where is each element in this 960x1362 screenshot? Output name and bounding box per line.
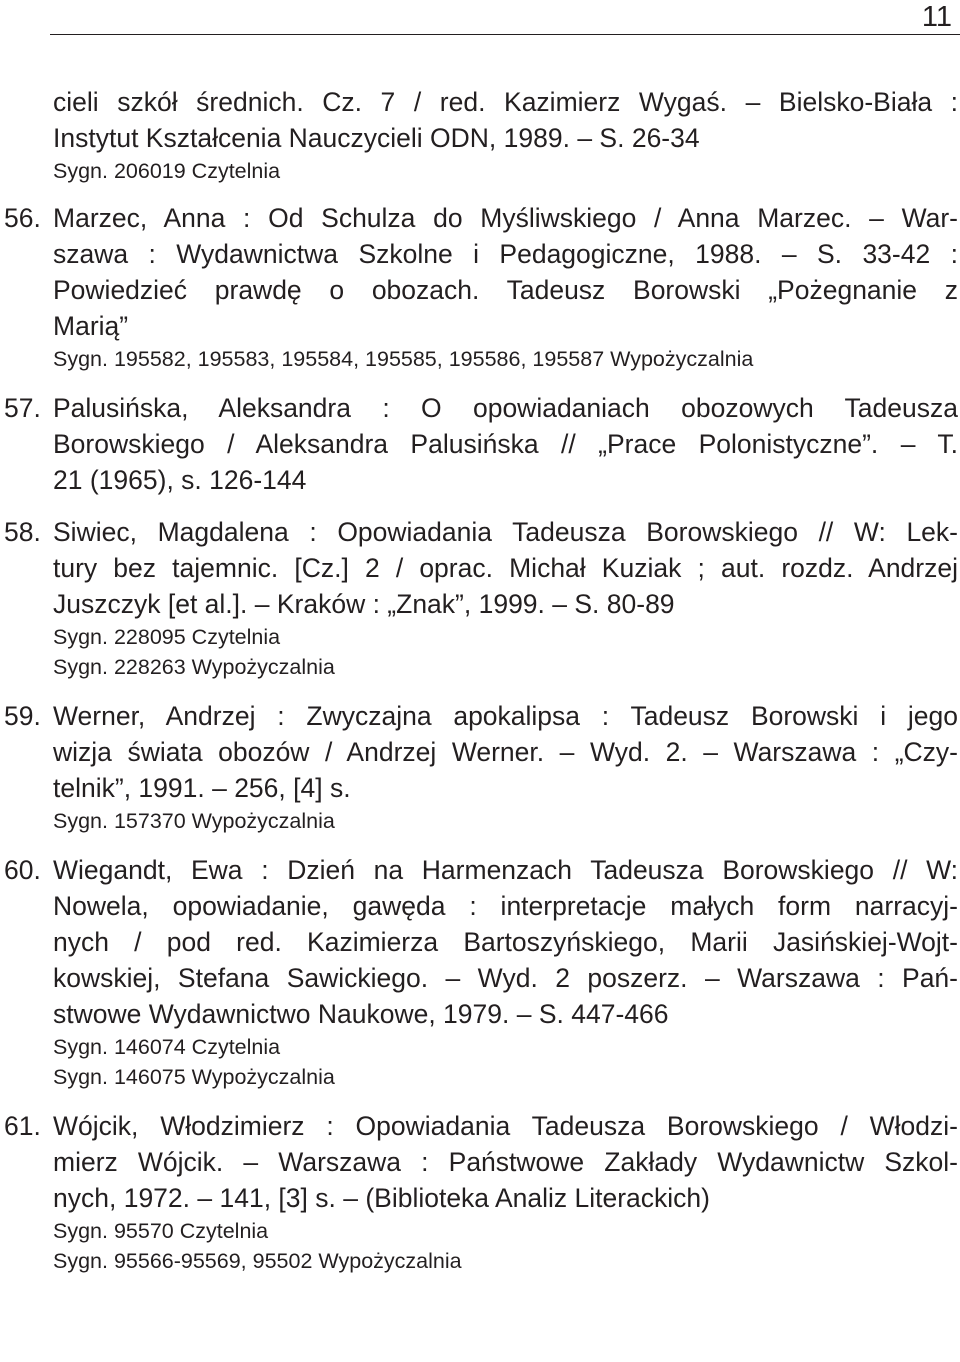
entry-text <box>4 1108 958 1216</box>
entry-line-text: nych, 1972. – 141, [3] s. – (Biblioteka Analiz Literackich) <box>53 1183 710 1213</box>
entry-line-text: Siwiec, Magdalena : Opowiadania Tadeusza Borowskiego // W: Lek- <box>53 517 958 547</box>
entry-line <box>53 120 958 156</box>
page-number: 11 <box>921 1 952 33</box>
signature-list <box>53 344 958 374</box>
entry-line <box>53 770 958 806</box>
entry-line-text: Wójcik, Włodzimierz : Opowiadania Tadeusza Borowskiego / Włodzi- <box>53 1111 958 1141</box>
entry-number: 57. <box>4 393 41 423</box>
entry-line-text: kowskiej, Stefana Sawickiego. – Wyd. 2 poszerz. – Warszawa : Pań- <box>53 963 958 993</box>
entry-line-text: Palusińska, Aleksandra : O opowiadaniach obozowych Tadeusza <box>53 393 958 423</box>
entry-line <box>4 852 958 888</box>
continuation-entry <box>53 84 958 186</box>
entry-line <box>4 200 958 236</box>
signature-list <box>53 1032 958 1092</box>
entry-line <box>53 426 958 462</box>
call-number: Sygn. 146074 Czytelnia <box>53 1035 281 1059</box>
call-number: Sygn. 95566-95569, 95502 Wypożyczalnia <box>53 1249 462 1273</box>
entry-line <box>53 924 958 960</box>
entry-line-text: Borowskiego / Aleksandra Palusińska // „Prace Polonistyczne”. – T. <box>53 429 958 459</box>
call-number: Sygn. 146075 Wypożyczalnia <box>53 1065 335 1089</box>
entry-line <box>4 1108 958 1144</box>
signature-list <box>53 1216 958 1276</box>
entry-line-text: tury bez tajemnic. [Cz.] 2 / oprac. Michał Kuziak ; aut. rozdz. Andrzej <box>53 553 958 583</box>
signature-list <box>53 806 958 836</box>
entry-line-text: Werner, Andrzej : Zwyczajna apokalipsa : Tadeusz Borowski i jego <box>53 701 958 731</box>
entry-line-text: 21 (1965), s. 126-144 <box>53 465 307 495</box>
signature-list <box>53 156 958 186</box>
entry-text <box>4 200 958 344</box>
entry-line-text: szawa : Wydawnictwa Szkolne i Pedagogiczne, 1988. – S. 33-42 : <box>53 239 958 269</box>
call-number: Sygn. 228263 Wypożyczalnia <box>53 655 335 679</box>
bibliography-entry <box>4 1108 958 1276</box>
entry-text <box>4 514 958 622</box>
entry-line-text: Juszczyk [et al.]. – Kraków : „Znak”, 1999. – S. 80-89 <box>53 589 675 619</box>
entry-line <box>53 272 958 308</box>
entry-line-text: Marią” <box>53 311 129 341</box>
bibliography-entry <box>4 852 958 1092</box>
entry-line-text: stwowe Wydawnictwo Naukowe, 1979. – S. 447-466 <box>53 999 669 1029</box>
bibliography-entry <box>4 514 958 682</box>
signature-list <box>53 622 958 682</box>
entry-text <box>4 390 958 498</box>
bibliography-entry <box>4 390 958 498</box>
entry-line <box>4 514 958 550</box>
call-number: Sygn. 206019 Czytelnia <box>53 159 281 183</box>
entry-line <box>53 734 958 770</box>
entry-line-text: cieli szkół średnich. Cz. 7 / red. Kazimierz Wygaś. – Bielsko-Biała : <box>53 87 958 117</box>
entry-line <box>53 84 958 120</box>
entry-line-text: Marzec, Anna : Od Schulza do Myśliwskiego / Anna Marzec. – War- <box>53 203 958 233</box>
call-number: Sygn. 95570 Czytelnia <box>53 1219 269 1243</box>
entry-line <box>53 236 958 272</box>
entry-line <box>53 308 958 344</box>
entry-line <box>53 1144 958 1180</box>
entry-text <box>4 852 958 1032</box>
entry-line <box>4 390 958 426</box>
entry-line-text: wizja świata obozów / Andrzej Werner. – Wyd. 2. – Warszawa : „Czy- <box>53 737 958 767</box>
entry-line <box>4 698 958 734</box>
call-number: Sygn. 228095 Czytelnia <box>53 625 281 649</box>
entry-number: 60. <box>4 855 41 885</box>
entry-number: 56. <box>4 203 41 233</box>
bibliography-entry <box>4 200 958 374</box>
entry-line <box>53 888 958 924</box>
entry-line-text: mierz Wójcik. – Warszawa : Państwowe Zakłady Wydawnictw Szkol- <box>53 1147 958 1177</box>
entry-line <box>53 1180 958 1216</box>
entry-line-text: nych / pod red. Kazimierza Bartoszyńskiego, Marii Jasińskiej-Wojt- <box>53 927 958 957</box>
header-rule <box>50 34 960 35</box>
entry-line <box>53 960 958 996</box>
entry-text <box>53 84 958 156</box>
entry-number: 61. <box>4 1111 41 1141</box>
bibliography-list <box>4 84 958 1292</box>
entry-line <box>53 550 958 586</box>
entry-line-text: Nowela, opowiadanie, gawęda : interpretacje małych form narracyj- <box>53 891 958 921</box>
entry-line-text: Wiegandt, Ewa : Dzień na Harmenzach Tadeusza Borowskiego // W: <box>53 855 958 885</box>
entry-line-text: Instytut Kształcenia Nauczycieli ODN, 1989. – S. 26-34 <box>53 123 700 153</box>
entry-number: 58. <box>4 517 41 547</box>
bibliography-entry <box>4 698 958 836</box>
entry-text <box>4 698 958 806</box>
entry-line-text: telnik”, 1991. – 256, [4] s. <box>53 773 351 803</box>
entry-line <box>53 586 958 622</box>
entry-number: 59. <box>4 701 41 731</box>
entry-line <box>53 996 958 1032</box>
entry-line-text: Powiedzieć prawdę o obozach. Tadeusz Borowski „Pożegnanie z <box>53 275 958 305</box>
entry-line <box>53 462 958 498</box>
call-number: Sygn. 195582, 195583, 195584, 195585, 195586, 195587 Wypożyczalnia <box>53 347 754 371</box>
call-number: Sygn. 157370 Wypożyczalnia <box>53 809 335 833</box>
